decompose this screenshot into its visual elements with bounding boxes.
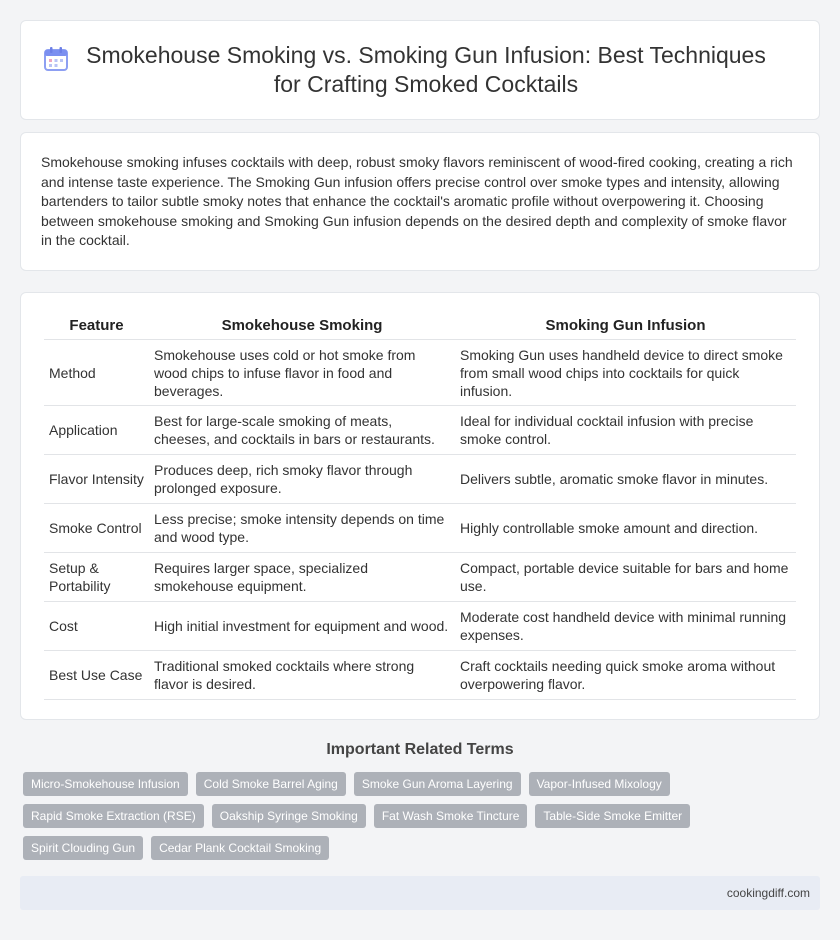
related-term-tag[interactable]: Micro-Smokehouse Infusion	[23, 772, 188, 796]
related-term-tag[interactable]: Table-Side Smoke Emitter	[535, 804, 690, 828]
title-wrap	[40, 41, 800, 99]
feature-cell: Best Use Case	[44, 651, 149, 700]
intro-paragraph: Smokehouse smoking infuses cocktails with deep, robust smoky flavors reminiscent of wood-fired cooking, creating a rich and intense taste experience. The Smoking Gun infusion offers precise control over smoke types and intensity, allowing bartenders to tailor subtle smoky notes that enhance the cocktail's aromatic profile without overpowering it. Choosing between smokehouse smoking and Smoking Gun infusion depends on the desired depth and complexity of smoke flavor in the cocktail.	[41, 154, 793, 249]
related-term-tag[interactable]: Oakship Syringe Smoking	[212, 804, 366, 828]
smoking-gun-cell: Moderate cost handheld device with minimal running expenses.	[455, 602, 796, 651]
table-row	[44, 340, 796, 406]
smokehouse-cell: Best for large-scale smoking of meats, cheeses, and cocktails in bars or restaurants.	[149, 406, 455, 455]
related-term-tag[interactable]: Rapid Smoke Extraction (RSE)	[23, 804, 204, 828]
table-row	[44, 455, 796, 504]
table-row	[44, 602, 796, 651]
header-smokehouse: Smokehouse Smoking	[149, 313, 455, 340]
smokehouse-cell: High initial investment for equipment and wood.	[149, 602, 455, 651]
smoking-gun-cell: Craft cocktails needing quick smoke aroma without overpowering flavor.	[455, 651, 796, 700]
table-header-row	[44, 313, 796, 340]
smokehouse-cell: Less precise; smoke intensity depends on time and wood type.	[149, 504, 455, 553]
smoking-gun-cell: Delivers subtle, aromatic smoke flavor in minutes.	[455, 455, 796, 504]
header-smoking-gun: Smoking Gun Infusion	[455, 313, 796, 340]
feature-cell: Flavor Intensity	[44, 455, 149, 504]
feature-cell: Method	[44, 340, 149, 406]
smokehouse-cell: Produces deep, rich smoky flavor through prolonged exposure.	[149, 455, 455, 504]
feature-cell: Smoke Control	[44, 504, 149, 553]
intro-card	[20, 132, 820, 271]
page-title: Smokehouse Smoking vs. Smoking Gun Infusion: Best Techniques for Crafting Smoked Cocktails	[86, 42, 766, 97]
table-row	[44, 651, 796, 700]
feature-cell: Cost	[44, 602, 149, 651]
smoking-gun-cell: Smoking Gun uses handheld device to direct smoke from small wood chips into cocktails for quick infusion.	[455, 340, 796, 406]
footer-site-link[interactable]: cookingdiff.com	[726, 886, 810, 900]
footer	[20, 876, 820, 910]
title-card	[20, 20, 820, 120]
smoking-gun-cell: Highly controllable smoke amount and direction.	[455, 504, 796, 553]
comparison-card	[20, 292, 820, 720]
header-feature: Feature	[44, 313, 149, 340]
calendar-icon	[42, 45, 70, 73]
table-row	[44, 406, 796, 455]
related-terms-title: Important Related Terms	[326, 741, 514, 758]
related-term-tag[interactable]: Cedar Plank Cocktail Smoking	[151, 836, 329, 860]
table-row	[44, 553, 796, 602]
feature-cell: Setup & Portability	[44, 553, 149, 602]
related-term-tag[interactable]: Cold Smoke Barrel Aging	[196, 772, 346, 796]
smokehouse-cell: Requires larger space, specialized smokehouse equipment.	[149, 553, 455, 602]
related-term-tag[interactable]: Spirit Clouding Gun	[23, 836, 143, 860]
smoking-gun-cell: Ideal for individual cocktail infusion with precise smoke control.	[455, 406, 796, 455]
related-term-tag[interactable]: Fat Wash Smoke Tincture	[374, 804, 528, 828]
table-row	[44, 504, 796, 553]
smokehouse-cell: Traditional smoked cocktails where strong flavor is desired.	[149, 651, 455, 700]
related-terms-list	[23, 772, 823, 868]
smoking-gun-cell: Compact, portable device suitable for bars and home use.	[455, 553, 796, 602]
feature-cell: Application	[44, 406, 149, 455]
related-term-tag[interactable]: Smoke Gun Aroma Layering	[354, 772, 521, 796]
related-term-tag[interactable]: Vapor-Infused Mixology	[529, 772, 670, 796]
comparison-table	[44, 313, 796, 700]
smokehouse-cell: Smokehouse uses cold or hot smoke from wood chips to infuse flavor in food and beverages.	[149, 340, 455, 406]
